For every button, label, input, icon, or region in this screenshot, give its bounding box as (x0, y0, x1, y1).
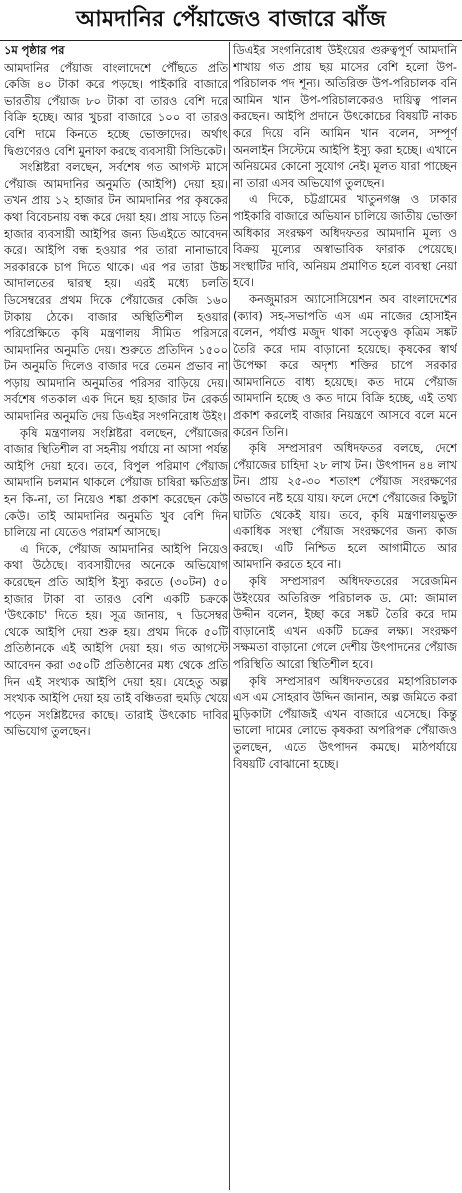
article-paragraph: আমদানির পেঁয়াজ বাংলাদেশে পৌঁছতে প্রতি কেজি ৪০ টাকা করে পড়ছে। পাইকারি বাজারে ভারতীয় পেঁয়াজ ৮০ টাকা বা তারও বেশি দরে বিক্রি হচ্ছে। আর খুচরা বাজারে ১০০ বা তারও বেশি দামে কিনতে হচ্ছে ভোক্তাদের। অর্থাৎ দ্বিগুণেরও বেশি মুনাফা করছে ব্যবসায়ী সিন্ডিকেট। (4, 60, 228, 158)
article-paragraph: সংশ্লিষ্টরা বলছেন, সর্বশেষ গত আগস্ট মাসে পেঁয়াজ আমদানির অনুমতি (আইপি) দেয়া হয়। তখন প্রায় ১২ হাজার টন আমদানির পর কৃষকের কথা বিবেচনায় বন্ধ করে দেয়া হয়। প্রায় সাড়ে তিন হাজার ব্যবসায়ী আইপির জন্য ডিএইতে আবেদন করে। আইপি বন্ধ হওয়ার পর তারা নানাভাবে সরকারকে চাপ দিতে থাকে। এর পর তারা উচ্চ আদালতের দ্বারস্থ হয়। এরই মধ্যে চলতি ডিসেম্বরের প্রথম দিকে পেঁয়াজের কেজি ১৬০ টাকায় ঠেকে। বাজার অস্থিতিশীল হওয়ার পরিপ্রেক্ষিতে কৃষি মন্ত্রণালয় সীমিত পরিসরে আমদানির অনুমতি দেয়। শুরুতে প্রতিদিন ১৫০০ টন অনুমতি দিলেও বাজার দরে তেমন প্রভাব না পড়ায় আমদানি অনুমতির পরিসর বাড়িয়ে দেয়। সর্বশেষ গতকাল এক দিনে ছয় হাজার টন রেকর্ড আমদানির অনুমতি দেয় ডিএইর সংগনিরোধ উইং। (4, 160, 228, 424)
column-divider (229, 42, 230, 1190)
right-column (233, 42, 457, 1192)
article-paragraph: কৃষি সম্প্রসারণ অধিদফতরের মহাপরিচালক এস এম সোহরাব উদ্দিন জানান, অল্প জমিতে করা মুড়িকাটা পেঁয়াজই এখন বাজারে এসেছে। কিন্তু ভালো দামের লোভে কৃষকরা অপরিপক্ব পেঁয়াজও তুলছেন, এতে উৎপাদন কমছে। মাঠপর্যায়ে বিষয়টি বোঝানো হচ্ছে। (233, 673, 457, 771)
article-paragraph: কনজুমারস অ্যাসোসিয়েশন অব বাংলাদেশের (ক্যাব) সহ-সভাপতি এস এম নাজের হোসাইন বলেন, পর্যাপ্ত মজুদ থাকা সত্ত্বেও কৃত্রিম সঙ্কট তৈরি করে দাম বাড়ানো হয়েছে। কৃষকের স্বার্থ উপেক্ষা করে অদৃশ্য শক্তির চাপে সরকার আমদানিতে বাধ্য হয়েছে। কত দামে পেঁয়াজ আমদানি হচ্ছে ও কত দামে বিক্রি হচ্ছে, এই তথ্য প্রকাশ করলেই বাজার নিয়ন্ত্রণে আসবে বলে মনে করেন তিনি। (233, 291, 457, 439)
left-column (4, 42, 228, 1192)
article-headline: আমদানির পেঁয়াজেও বাজারে ঝাঁজ (0, 0, 462, 41)
article-paragraph: কৃষি মন্ত্রণালয় সংশ্লিষ্টরা বলছেন, পেঁয়াজের বাজার স্থিতিশীল বা সহনীয় পর্যায়ে না আসা পর্যন্ত আইপি দেয়া হবে। তবে, বিপুল পরিমাণ পেঁয়াজ আমদানি চলমান থাকলে পেঁয়াজ চাষিরা ক্ষতিগ্রস্ত হন কি-না, তা নিয়েও শঙ্কা প্রকাশ করেছেন কেউ কেউ। তাই আমদানির অনুমতি খুব বেশি দিন চালিয়ে না যেতেও পরামর্শ আসছে। (4, 425, 228, 540)
article-paragraph: কৃষি সম্প্রসারণ অধিদফতর বলছে, দেশে পেঁয়াজের চাহিদা ২৮ লাখ টন। উৎপাদন ৪৪ লাখ টন। প্রায় ২৫-৩০ শতাংশ পেঁয়াজ সংরক্ষণের অভাবে নষ্ট হয়ে যায়। ফলে দেশে পেঁয়াজের কিছুটা ঘাটতি থেকেই যায়। তবে, কৃষি মন্ত্রণালয়ভুক্ত একাধিক সংস্থা পেঁয়াজ সংরক্ষণের জন্য কাজ করছে। এটি নিশ্চিত হলে আগামীতে আর আমদানি করতে হবে না। (233, 441, 457, 572)
article-paragraph: এ দিকে, পেঁয়াজ আমদানির আইপি নিয়েও কথা উঠেছে। ব্যবসায়ীদের অনেকে অভিযোগ করেছেন প্রতি আইপি ইস্যু করতে (৩০টন) ৫০ হাজার টাকা বা তারও বেশি একটি চক্রকে 'উৎকোচ' দিতে হয়। সূত্র জানায়, ৭ ডিসেম্বর থেকে আইপি দেয়া শুরু হয়। প্রথম দিকে ৫০টি প্রতিষ্ঠানকে এই আইপি দেয়া হয়। গত আগস্টে আবেদন করা ৩৫০টি প্রতিষ্ঠানের মধ্য থেকে প্রতি দিন এই সংখ্যক আইপি দেয়া হয়। যেহেতু অল্প সংখ্যক আইপি দেয়া হয় তাই বঞ্চিতরা হুমড়ি খেয়ে পড়েন সংশ্লিষ্টদের কাছে। তারাই উৎকোচ দাবির অভিযোগ তুলছেন। (4, 541, 228, 739)
article-paragraph: কৃষি সম্প্রসারণ অধিদফতরের সরেজমিন উইংয়ের অতিরিক্ত পরিচালক ড. মো: জামাল উদ্দীন বলেন, ইচ্ছা করে সঙ্কট তৈরি করে দাম বাড়ানোই এখন একটি চক্রের লক্ষ্য। সংরক্ষণ সক্ষমতা বাড়ানো গেলে দেশীয় উৎপাদনের পেঁয়াজ পরিস্থিতি আরো স্থিতিশীল হবে। (233, 574, 457, 671)
article-paragraph: ডিএইর সংগনিরোধ উইংয়ের গুরুত্বপূর্ণ আমদানি শাখায় গত প্রায় ছয় মাসের বেশি হলো উপ-পরিচালক পদ শূন্য। অতিরিক্ত উপ-পরিচালক বনি আমিন খান উপ-পরিচালকেরও দায়িত্ব পালন করছেন। আইপি প্রদানে উৎকোচের বিষয়টি নাকচ করে দিয়ে বনি আমিন খান বলেন, সম্পূর্ণ অনলাইন সিস্টেমে আইপি ইস্যু করা হচ্ছে। এখানে অনিয়মের কোনো সুযোগ নেই। মূলত যারা পাচ্ছেন না তারা এসব অভিযোগ তুলছেন। (233, 43, 457, 190)
continued-from-label: ১ম পৃষ্ঠার পর (4, 43, 65, 57)
article-paragraph: এ দিকে, চট্টগ্রামের খাতুনগঞ্জ ও ঢাকার পাইকারি বাজারে অভিযান চালিয়ে জাতীয় ভোক্তা অধিকার সংরক্ষণ অধিদফতর আমদানি মূল্য ও বিক্রয় মূল্যের অস্বাভাবিক ফারাক পেয়েছে। সংস্থাটির দাবি, অনিয়ম প্রমাণিত হলে ব্যবস্থা নেয়া হবে। (233, 192, 457, 290)
